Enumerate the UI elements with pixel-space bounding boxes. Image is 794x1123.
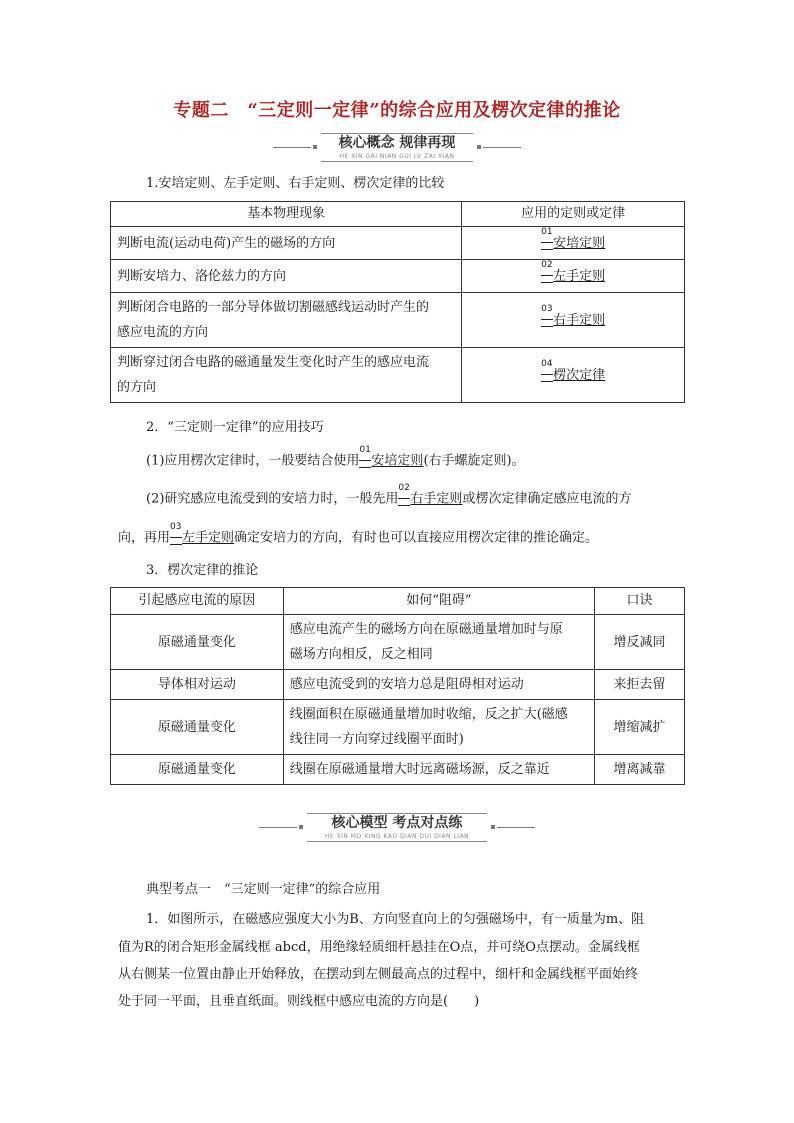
answer-text: 楞次定律 — [553, 367, 606, 383]
blank-marker: 04 — [541, 366, 553, 384]
header-cell: 应用的定则或定律 — [462, 202, 685, 227]
cause-cell: 原磁通量变化 — [111, 615, 284, 670]
table-header-row — [111, 588, 685, 615]
header-cell: 口诀 — [595, 588, 685, 615]
how-cell — [283, 700, 594, 755]
answer-text: 右手定则 — [553, 312, 606, 328]
section-banner-concepts — [0, 133, 794, 162]
blank-marker: 02 — [398, 490, 410, 508]
how-line: 磁场方向相反，反之相同 — [289, 647, 433, 662]
question-line: 值为R的闭合矩形金属线框 abcd，用绝缘轻质细杆悬挂在O点，并可绕O点摆动。金属线框 — [118, 940, 640, 955]
cause-cell: 原磁通量变化 — [111, 755, 284, 785]
how-line: 线往同一方向穿过线圈平面时) — [289, 732, 464, 747]
how-line: 线圈面积在原磁通量增加时收缩，反之扩大(磁感 — [289, 707, 568, 722]
phenomenon-cell: 判断电流(运动电荷)产生的磁场的方向 — [111, 227, 462, 260]
blank-marker: 02 — [541, 267, 553, 285]
blank-marker: 03 — [541, 311, 553, 329]
paragraph: (2)研究感应电流受到的安培力时，一般先用 02 右手定则或楞次定律确定感应电流的方 — [146, 483, 632, 507]
phenomenon-line: 的方向 — [117, 380, 157, 395]
table-row — [111, 615, 685, 670]
table-header-row — [111, 202, 685, 227]
phenomenon-line: 判断闭合电路的一部分导体做切割磁感线运动时产生的 — [117, 300, 430, 315]
section4-heading: 典型考点一 “三定则一定律”的综合应用 — [146, 882, 381, 897]
answer-text: 右手定则 — [410, 491, 463, 507]
section2-heading: 2．“三定则一定律”的应用技巧 — [146, 420, 324, 435]
table-row — [111, 755, 685, 785]
table-row — [111, 670, 685, 700]
rhyme-cell: 增离减靠 — [595, 755, 685, 785]
header-cell: 引起感应电流的原因 — [111, 588, 284, 615]
table-row — [111, 348, 685, 403]
table-row — [111, 700, 685, 755]
cause-cell: 原磁通量变化 — [111, 700, 284, 755]
blank-marker: 03 — [170, 529, 182, 547]
table-row — [111, 227, 685, 260]
header-cell: 基本物理现象 — [111, 202, 462, 227]
table-row — [111, 293, 685, 348]
section3-heading: 3．楞次定律的推论 — [146, 563, 259, 578]
banner-title: 核心模型 考点对点练 — [331, 815, 463, 831]
banner-pinyin: HE XIN GAI NIAN GUI LV ZAI XIAN — [339, 153, 455, 160]
rhyme-cell: 增缩减扩 — [595, 700, 685, 755]
question-line: 处于同一平面，且垂直纸面。则线框中感应电流的方向是( ) — [118, 994, 480, 1009]
answer-text: 安培定则 — [553, 235, 606, 251]
phenomenon-cell — [111, 348, 462, 403]
blank-marker: 01 — [359, 452, 371, 470]
how-line: 感应电流产生的磁场方向在原磁通量增加时与原 — [289, 622, 563, 637]
section1-heading: 1.安培定则、左手定则、右手定则、楞次定律的比较 — [146, 176, 445, 191]
phenomenon-cell: 判断安培力、洛伦兹力的方向 — [111, 260, 462, 293]
table-row — [111, 260, 685, 293]
answer-cell — [462, 293, 685, 348]
phenomenon-cell — [111, 293, 462, 348]
answer-text: 左手定则 — [553, 268, 606, 284]
blank-marker: 01 — [541, 234, 553, 252]
paragraph: 向，再用 03 左手定则确定安培力的方向，有时也可以直接应用楞次定律的推论确定。 — [118, 522, 599, 546]
answer-cell — [462, 260, 685, 293]
page-title: 专题二 “三定则一定律”的综合应用及楞次定律的推论 — [173, 100, 621, 121]
rules-comparison-table — [110, 201, 685, 403]
rhyme-cell: 来拒去留 — [595, 670, 685, 700]
paragraph: (1)应用楞次定律时，一般要结合使用 01 安培定则(右手螺旋定则)。 — [146, 445, 525, 469]
question-line: 1．如图所示，在磁感应强度大小为B、方向竖直向上的匀强磁场中，有一质量为m、阻 — [146, 912, 645, 927]
header-cell: 如何“阻碍” — [283, 588, 594, 615]
rhyme-cell: 增反减同 — [595, 615, 685, 670]
section-banner-models — [0, 813, 794, 842]
banner-pinyin: HE XIN MO XING KAO DIAN DUI DIAN LIAN — [324, 833, 470, 840]
banner-title: 核心概念 规律再现 — [338, 135, 456, 151]
cause-cell: 导体相对运动 — [111, 670, 284, 700]
lenz-corollary-table — [110, 587, 685, 785]
question-line: 从右侧某一位置由静止开始释放，在摆动到左侧最高点的过程中，细杆和金属线框平面始终 — [118, 967, 639, 982]
phenomenon-line: 判断穿过闭合电路的磁通量发生变化时产生的感应电流 — [117, 355, 430, 370]
how-cell: 线圈在原磁通量增大时远离磁场源，反之靠近 — [283, 755, 594, 785]
how-cell: 感应电流受到的安培力总是阻碍相对运动 — [283, 670, 594, 700]
how-cell — [283, 615, 594, 670]
answer-cell — [462, 348, 685, 403]
phenomenon-line: 感应电流的方向 — [117, 325, 209, 340]
answer-text: 安培定则 — [371, 453, 424, 469]
answer-text: 左手定则 — [182, 530, 235, 546]
answer-cell — [462, 227, 685, 260]
